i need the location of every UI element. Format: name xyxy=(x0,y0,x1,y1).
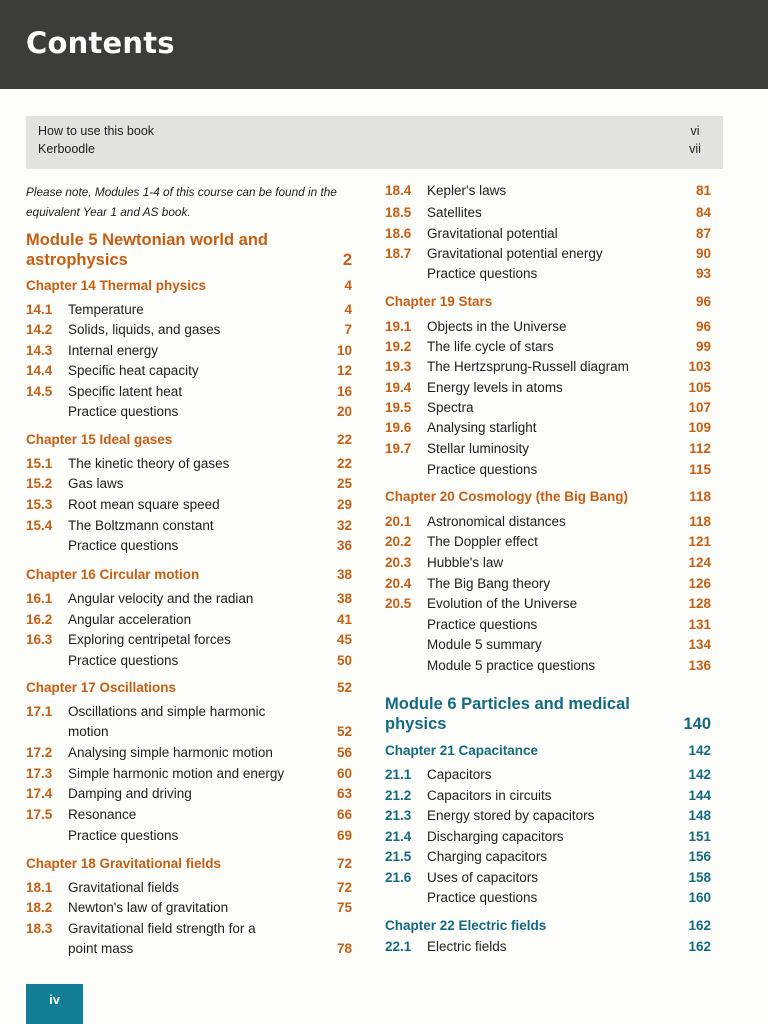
entry-title: Practice questions xyxy=(68,404,179,419)
entry-page: 72 xyxy=(336,856,352,871)
section-number: 17.1 xyxy=(26,704,53,719)
entry-page: 36 xyxy=(336,538,352,553)
entry-title: Objects in the Universe xyxy=(427,319,567,334)
entry-title: Kepler's laws xyxy=(427,183,507,198)
chapter-heading[interactable] xyxy=(385,487,711,507)
section-number: 19.1 xyxy=(385,319,412,334)
entry-title: Damping and driving xyxy=(68,786,192,801)
section-number: 17.3 xyxy=(26,766,53,781)
section-number: 17.5 xyxy=(26,807,53,822)
entry-title: How to use this book xyxy=(38,124,155,138)
entry-title-line: point mass xyxy=(68,941,134,956)
entry-title: The life cycle of stars xyxy=(427,339,554,354)
toc-entry[interactable] xyxy=(385,264,711,284)
entry-title: Chapter 14 Thermal physics xyxy=(26,278,207,293)
entry-page: 72 xyxy=(336,880,352,895)
section-number: 18.7 xyxy=(385,246,412,261)
chapter-heading[interactable] xyxy=(26,430,352,450)
section-number: 16.1 xyxy=(26,591,53,606)
entry-page: 56 xyxy=(336,745,352,760)
section-number: 16.2 xyxy=(26,612,53,627)
entry-page: 162 xyxy=(688,918,711,933)
entry-page: 90 xyxy=(695,246,711,261)
entry-page: vii xyxy=(689,142,701,156)
toc-entry[interactable] xyxy=(385,888,711,908)
entry-page: 38 xyxy=(336,567,352,582)
entry-page: vi xyxy=(690,124,700,138)
entry-title: Simple harmonic motion and energy xyxy=(68,766,285,781)
entry-page: 134 xyxy=(688,637,711,652)
entry-title: Capacitors xyxy=(427,767,492,782)
section-number: 18.5 xyxy=(385,205,412,220)
entry-title: The Doppler effect xyxy=(427,534,538,549)
toc-entry[interactable] xyxy=(26,898,352,918)
entry-title: Stellar luminosity xyxy=(427,441,530,456)
toc-entry[interactable] xyxy=(26,651,352,671)
entry-page: 52 xyxy=(336,680,352,695)
section-number: 21.1 xyxy=(385,767,412,782)
module-heading[interactable] xyxy=(385,694,711,733)
section-number: 21.4 xyxy=(385,829,412,844)
toc-entry[interactable] xyxy=(26,361,352,381)
entry-title: Chapter 20 Cosmology (the Big Bang) xyxy=(385,489,629,504)
entry-title: Hubble's law xyxy=(427,555,504,570)
section-number: 19.3 xyxy=(385,359,412,374)
entry-title: Module 5 summary xyxy=(427,637,542,652)
section-number: 20.5 xyxy=(385,596,412,611)
front-matter-box xyxy=(26,116,723,169)
entry-page: 63 xyxy=(336,786,352,801)
modules-note: Please note, Modules 1-4 of this course can be found in the equivalent Year 1 and AS book. xyxy=(26,185,337,219)
section-number: 14.4 xyxy=(26,363,53,378)
entry-title: Temperature xyxy=(68,302,144,317)
section-number: 19.2 xyxy=(385,339,412,354)
entry-title xyxy=(68,702,265,742)
entry-title: Angular velocity and the radian xyxy=(68,591,254,606)
entry-page: 16 xyxy=(336,384,352,399)
toc-entry[interactable] xyxy=(385,847,711,867)
entry-title: Resonance xyxy=(68,807,137,822)
entry-title: Chapter 17 Oscillations xyxy=(26,680,177,695)
entry-title xyxy=(26,230,268,270)
entry-page: 142 xyxy=(688,743,711,758)
toc-entry[interactable] xyxy=(385,244,711,264)
entry-title-line: Oscillations and simple harmonic xyxy=(68,704,266,719)
toc-entry[interactable] xyxy=(385,317,711,337)
section-number: 20.4 xyxy=(385,576,412,591)
entry-title: Root mean square speed xyxy=(68,497,220,512)
toc-entry[interactable] xyxy=(26,702,352,739)
entry-title: Gravitational potential xyxy=(427,226,558,241)
entry-page: 66 xyxy=(336,807,352,822)
entry-title xyxy=(385,694,630,734)
entry-title: The kinetic theory of gases xyxy=(68,456,230,471)
toc-entry[interactable] xyxy=(385,398,711,418)
entry-page: 144 xyxy=(688,788,711,803)
section-number: 17.4 xyxy=(26,786,53,801)
toc-entry[interactable] xyxy=(26,320,352,340)
entry-page: 105 xyxy=(688,380,711,395)
entry-page: 128 xyxy=(688,596,711,611)
toc-entry[interactable] xyxy=(385,337,711,357)
entry-page: 29 xyxy=(336,497,352,512)
toc-entry[interactable] xyxy=(385,181,711,201)
entry-title: The Hertzsprung-Russell diagram xyxy=(427,359,629,374)
toc-entry[interactable] xyxy=(26,516,352,536)
entry-title-line: physics xyxy=(385,715,447,733)
entry-page: 22 xyxy=(336,432,352,447)
toc-entry[interactable] xyxy=(385,532,711,552)
toc-entry[interactable] xyxy=(26,474,352,494)
entry-title-line: Gravitational field strength for a xyxy=(68,921,256,936)
entry-page: 121 xyxy=(688,534,711,549)
chapter-heading[interactable] xyxy=(26,565,352,585)
entry-title: Energy levels in atoms xyxy=(427,380,563,395)
toc-entry[interactable] xyxy=(26,919,352,956)
toc-entry[interactable] xyxy=(385,656,711,676)
entry-page: 96 xyxy=(695,319,711,334)
section-number: 14.2 xyxy=(26,322,53,337)
entry-page: 131 xyxy=(688,617,711,632)
entry-page: 32 xyxy=(336,518,352,533)
section-number: 18.2 xyxy=(26,900,53,915)
entry-title xyxy=(68,919,256,959)
entry-page: 151 xyxy=(688,829,711,844)
toc-entry[interactable] xyxy=(26,805,352,825)
entry-title: Gravitational fields xyxy=(68,880,180,895)
section-number: 21.2 xyxy=(385,788,412,803)
section-number: 15.4 xyxy=(26,518,53,533)
entry-title-line: Module 6 Particles and medical xyxy=(385,695,630,713)
entry-title: Evolution of the Universe xyxy=(427,596,578,611)
toc-entry[interactable] xyxy=(385,418,711,438)
entry-title: Satellites xyxy=(427,205,482,220)
entry-title-line: astrophysics xyxy=(26,251,128,269)
module-heading[interactable] xyxy=(26,230,352,269)
toc-entry[interactable] xyxy=(385,594,711,614)
page-title: Contents xyxy=(26,26,175,60)
section-number: 16.3 xyxy=(26,632,53,647)
entry-title: The Boltzmann constant xyxy=(68,518,214,533)
entry-title: Discharging capacitors xyxy=(427,829,564,844)
section-number: 15.1 xyxy=(26,456,53,471)
toc-entry[interactable] xyxy=(26,743,352,763)
entry-page: 25 xyxy=(336,476,352,491)
section-number: 22.1 xyxy=(385,939,412,954)
toc-entry[interactable] xyxy=(26,402,352,422)
entry-page: 7 xyxy=(344,322,352,337)
entry-title: Angular acceleration xyxy=(68,612,192,627)
toc-entry-kerboodle[interactable] xyxy=(38,142,710,160)
entry-page: 38 xyxy=(336,591,352,606)
toc-entry[interactable] xyxy=(26,764,352,784)
chapter-heading[interactable] xyxy=(26,276,352,296)
entry-page: 81 xyxy=(695,183,711,198)
entry-title: Chapter 16 Circular motion xyxy=(26,567,200,582)
entry-page: 118 xyxy=(689,514,711,529)
entry-title: Analysing simple harmonic motion xyxy=(68,745,273,760)
entry-page: 126 xyxy=(688,576,711,591)
entry-title: Practice questions xyxy=(427,890,538,905)
toc-entry[interactable] xyxy=(26,878,352,898)
toc-entry[interactable] xyxy=(385,439,711,459)
section-number: 15.2 xyxy=(26,476,53,491)
entry-title: Capacitors in circuits xyxy=(427,788,552,803)
entry-page: 50 xyxy=(336,653,352,668)
entry-page: 162 xyxy=(688,939,711,954)
entry-page: 75 xyxy=(336,900,352,915)
entry-page: 69 xyxy=(336,828,352,843)
entry-page: 10 xyxy=(336,343,352,358)
section-number: 17.2 xyxy=(26,745,53,760)
entry-title: Exploring centripetal forces xyxy=(68,632,231,647)
entry-title: Chapter 19 Stars xyxy=(385,294,493,309)
entry-page: 115 xyxy=(689,462,711,477)
section-number: 14.1 xyxy=(26,302,53,317)
toc-entry[interactable] xyxy=(385,224,711,244)
toc-entry[interactable] xyxy=(385,635,711,655)
section-number: 19.5 xyxy=(385,400,412,415)
entry-page: 136 xyxy=(688,658,711,673)
entry-page: 103 xyxy=(688,359,711,374)
entry-title: Practice questions xyxy=(68,828,179,843)
section-number: 20.2 xyxy=(385,534,412,549)
entry-page: 107 xyxy=(688,400,711,415)
entry-title: Spectra xyxy=(427,400,474,415)
entry-page: 158 xyxy=(688,870,711,885)
entry-page: 156 xyxy=(688,849,711,864)
toc-entry-how-to-use[interactable] xyxy=(38,124,710,142)
entry-page: 84 xyxy=(695,205,711,220)
entry-title: Energy stored by capacitors xyxy=(427,808,595,823)
toc-entry[interactable] xyxy=(385,937,711,957)
entry-page: 160 xyxy=(688,890,711,905)
entry-title: Electric fields xyxy=(427,939,507,954)
section-number: 19.6 xyxy=(385,420,412,435)
entry-page: 4 xyxy=(344,302,352,317)
chapter-heading[interactable] xyxy=(385,741,711,761)
entry-page: 87 xyxy=(695,226,711,241)
entry-page: 93 xyxy=(695,266,711,281)
toc-entry[interactable] xyxy=(385,827,711,847)
entry-title: Solids, liquids, and gases xyxy=(68,322,221,337)
entry-title: Charging capacitors xyxy=(427,849,548,864)
toc-entry[interactable] xyxy=(26,341,352,361)
entry-title-line: motion xyxy=(68,724,109,739)
toc-entry[interactable] xyxy=(26,784,352,804)
toc-entry[interactable] xyxy=(26,589,352,609)
entry-title: Analysing starlight xyxy=(427,420,537,435)
section-number: 18.3 xyxy=(26,921,53,936)
entry-title: Specific latent heat xyxy=(68,384,183,399)
toc-entry[interactable] xyxy=(26,630,352,650)
entry-page: 96 xyxy=(695,294,711,309)
entry-title: Practice questions xyxy=(427,266,538,281)
section-number: 21.5 xyxy=(385,849,412,864)
section-number: 14.3 xyxy=(26,343,53,358)
chapter-heading[interactable] xyxy=(385,292,711,312)
section-number: 20.3 xyxy=(385,555,412,570)
entry-title: The Big Bang theory xyxy=(427,576,551,591)
entry-title: Chapter 18 Gravitational fields xyxy=(26,856,222,871)
entry-title: Chapter 22 Electric fields xyxy=(385,918,547,933)
entry-page: 148 xyxy=(688,808,711,823)
chapter-heading[interactable] xyxy=(26,678,352,698)
entry-title-line: Module 5 Newtonian world and xyxy=(26,231,269,249)
toc-entry[interactable] xyxy=(26,495,352,515)
entry-page: 142 xyxy=(688,767,711,782)
entry-title: Newton's law of gravitation xyxy=(68,900,229,915)
entry-page: 140 xyxy=(683,715,711,733)
toc-entry[interactable] xyxy=(26,826,352,846)
entry-title: Uses of capacitors xyxy=(427,870,539,885)
section-number: 20.1 xyxy=(385,514,412,529)
section-number: 18.6 xyxy=(385,226,412,241)
entry-page: 109 xyxy=(688,420,711,435)
entry-title: Practice questions xyxy=(68,538,179,553)
entry-page: 60 xyxy=(336,766,352,781)
entry-page: 118 xyxy=(689,489,711,504)
toc-entry[interactable] xyxy=(385,460,711,480)
toc-entry[interactable] xyxy=(26,382,352,402)
section-number: 14.5 xyxy=(26,384,53,399)
entry-title: Chapter 15 Ideal gases xyxy=(26,432,173,447)
entry-title: Practice questions xyxy=(68,653,179,668)
entry-page: 78 xyxy=(336,941,352,956)
entry-title: Gas laws xyxy=(68,476,124,491)
toc-entry[interactable] xyxy=(385,378,711,398)
entry-title: Chapter 21 Capacitance xyxy=(385,743,539,758)
section-number: 19.4 xyxy=(385,380,412,395)
toc-entry[interactable] xyxy=(26,300,352,320)
entry-page: 2 xyxy=(342,251,352,269)
toc-entry[interactable] xyxy=(26,454,352,474)
entry-page: 20 xyxy=(336,404,352,419)
entry-page: 22 xyxy=(336,456,352,471)
entry-page: 45 xyxy=(336,632,352,647)
entry-page: 52 xyxy=(336,724,352,739)
entry-title: Kerboodle xyxy=(38,142,95,156)
toc-entry[interactable] xyxy=(385,203,711,223)
toc-entry[interactable] xyxy=(385,868,711,888)
toc-entry[interactable] xyxy=(26,536,352,556)
section-number: 18.1 xyxy=(26,880,53,895)
entry-page: 124 xyxy=(688,555,711,570)
toc-entry[interactable] xyxy=(385,786,711,806)
page-number: iv xyxy=(49,992,60,1007)
entry-title: Astronomical distances xyxy=(427,514,566,529)
section-number: 21.6 xyxy=(385,870,412,885)
toc-entry[interactable] xyxy=(385,357,711,377)
section-number: 15.3 xyxy=(26,497,53,512)
contents-header xyxy=(0,0,768,89)
section-number: 18.4 xyxy=(385,183,412,198)
page-number-tab xyxy=(26,984,83,1024)
entry-title: Practice questions xyxy=(427,617,538,632)
toc-entry[interactable] xyxy=(385,765,711,785)
toc-entry[interactable] xyxy=(385,574,711,594)
entry-page: 112 xyxy=(689,441,711,456)
toc-entry[interactable] xyxy=(385,553,711,573)
section-number: 19.7 xyxy=(385,441,412,456)
toc-entry[interactable] xyxy=(385,615,711,635)
entry-page: 12 xyxy=(336,363,352,378)
chapter-heading[interactable] xyxy=(26,854,352,874)
entry-page: 41 xyxy=(336,612,352,627)
entry-title: Module 5 practice questions xyxy=(427,658,596,673)
section-number: 21.3 xyxy=(385,808,412,823)
entry-title: Practice questions xyxy=(427,462,538,477)
toc-entry[interactable] xyxy=(26,610,352,630)
entry-title: Specific heat capacity xyxy=(68,363,199,378)
entry-page: 99 xyxy=(695,339,711,354)
entry-title: Gravitational potential energy xyxy=(427,246,603,261)
toc-entry[interactable] xyxy=(385,806,711,826)
entry-page: 4 xyxy=(344,278,352,293)
chapter-heading[interactable] xyxy=(385,916,711,936)
entry-title: Internal energy xyxy=(68,343,159,358)
toc-entry[interactable] xyxy=(385,512,711,532)
